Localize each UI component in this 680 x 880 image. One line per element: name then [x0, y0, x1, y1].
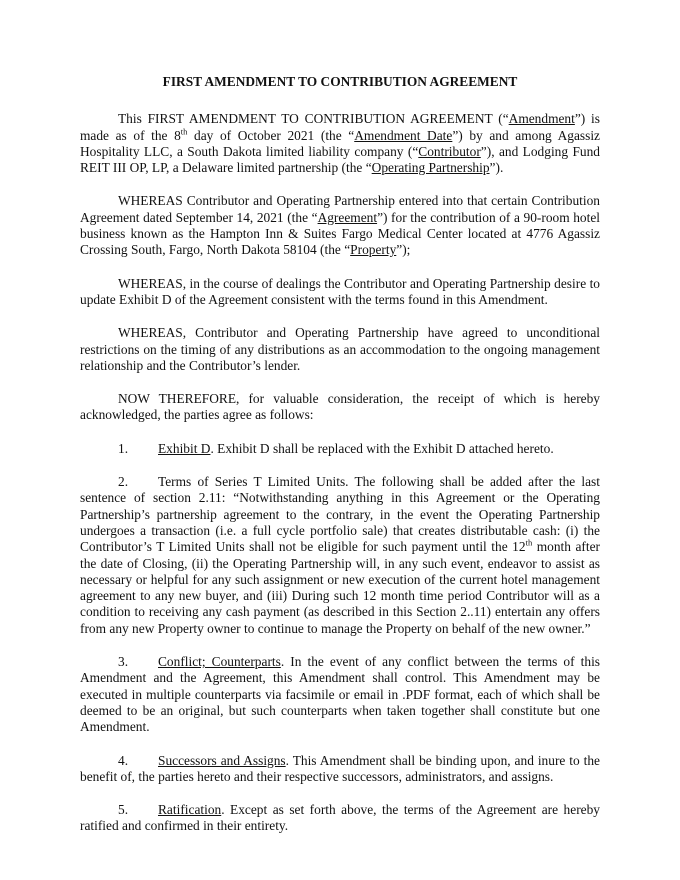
section-number: 2.	[118, 474, 129, 490]
section-body: . Except as set forth above, the terms of the Agreement are hereby ratified and confirmed in their entirety.	[80, 802, 600, 834]
section-heading: Successors and Assigns	[158, 752, 286, 768]
defined-term-amendment: Amendment	[508, 111, 575, 127]
defined-term-contributor: Contributor	[418, 143, 481, 159]
section-number: 5.	[118, 802, 129, 818]
section-body: . In the event of any conflict between the terms of this Amendment and the Agreement, this Amendment shall control. This Amendment may be executed in multiple counterparts via facsimile or email in .PDF format, each of which shall be deemed to be an original, but such counterparts when taken together shall constitute but one Amendment.	[80, 654, 600, 735]
defined-term-amendment-date: Amendment Date	[354, 127, 453, 143]
defined-term-agreement: Agreement	[317, 209, 378, 225]
defined-term-property: Property	[350, 242, 397, 258]
section-2: 2. Terms of Series T Limited Units. The following shall be added after the last sentence of section 2.11: “Notwithstanding anything in this Agreement or the Operating Partnership’s partnership agreement to the contrary, in the event the Operating Partnership undergoes a transaction (i.e. a full cycle portfolio sale) that creates distributable cash: (i) the Contributor’s T Limited Units shall not be eligible for such payment until the 12th month after the date of Closing, (ii) the Operating Partnership will, in any such event, endeavor to assist as necessary or helpful for any such assignment or new execution of the current hotel management agreement to any new buyer, and (iii) During such 12 month time period Contributor will as a condition to receiving any cash payment (as described in this Section 2..11) entertain any offers from any new Property owner to continue to manage the Property on behalf of the new owner.”	[80, 474, 600, 636]
section-heading: Conflict; Counterparts	[158, 654, 281, 670]
section-1	[80, 441, 600, 457]
section-heading: Ratification	[158, 802, 222, 818]
defined-term-operating-partnership: Operating Partnership	[371, 160, 490, 176]
whereas-paragraph-1: WHEREAS Contributor and Operating Partnership entered into that certain Contribution Agreement dated September 14, 2021 (the “Agreement”) for the contribution of a 90-room hotel business known as the Hampton Inn & Suites Fargo Medical Center located at 4776 Agassiz Crossing South, Fargo, North Dakota 58104 (the “Property”);	[80, 193, 600, 258]
section-number: 3.	[118, 654, 129, 670]
whereas-paragraph-2: WHEREAS, in the course of dealings the Contributor and Operating Partnership desire to update Exhibit D of the Agreement consistent with the terms found in this Amendment.	[80, 275, 600, 307]
section-body: Terms of Series T Limited Units. The following shall be added after the last sentence of section 2.11: “Notwithstanding anything in this Agreement or the Operating Partnership’s partnership agreement to the contrary, in the event the Operating Partnership undergoes a transaction (i.e. a full cycle portfolio sale) that creates distributable cash: (i) the Contributor’s T Limited Units shall not be eligible for such payment until the 12	[80, 474, 600, 555]
section-3	[80, 654, 600, 735]
section-5	[80, 802, 600, 835]
whereas-paragraph-3: WHEREAS, Contributor and Operating Partnership have agreed to unconditional restrictions on the timing of any distributions as an accommodation to the ongoing management relationship and the Contributor’s lender.	[80, 325, 600, 373]
section-number: 4.	[118, 752, 129, 768]
section-number: 1.	[118, 440, 129, 456]
section-heading: Exhibit D	[158, 440, 211, 456]
section-body: . This Amendment shall be binding upon, and inure to the benefit of, the parties hereto and their respective successors, administrators, and assigns.	[80, 752, 600, 784]
section-body: . Exhibit D shall be replaced with the Exhibit D attached hereto.	[210, 440, 554, 456]
section-body-continued: month after the date of Closing, (ii) the Operating Partnership will, in any such event, endeavor to assist as necessary or helpful for any such assignment or new execution of the current hotel management agreement to any new buyer, and (iii) During such 12 month time period Contributor will as a condition to receiving any cash payment (as described in this Section 2..11) entertain any offers from any new Property owner to continue to manage the Property on behalf of the new owner.”	[80, 539, 600, 636]
section-4	[80, 753, 600, 786]
document-title: FIRST AMENDMENT TO CONTRIBUTION AGREEMENT	[162, 74, 518, 89]
now-therefore-paragraph: NOW THEREFORE, for valuable consideration, the receipt of which is hereby acknowledged, the parties agree as follows:	[80, 391, 600, 423]
intro-paragraph: This FIRST AMENDMENT TO CONTRIBUTION AGREEMENT (“Amendment”) is made as of the 8th day of October 2021 (the “Amendment Date”) by and among Agassiz Hospitality LLC, a South Dakota limited liability company (“Contributor”), and Lodging Fund REIT III OP, LP, a Delaware limited partnership (the “Operating Partnership”).	[80, 111, 600, 176]
